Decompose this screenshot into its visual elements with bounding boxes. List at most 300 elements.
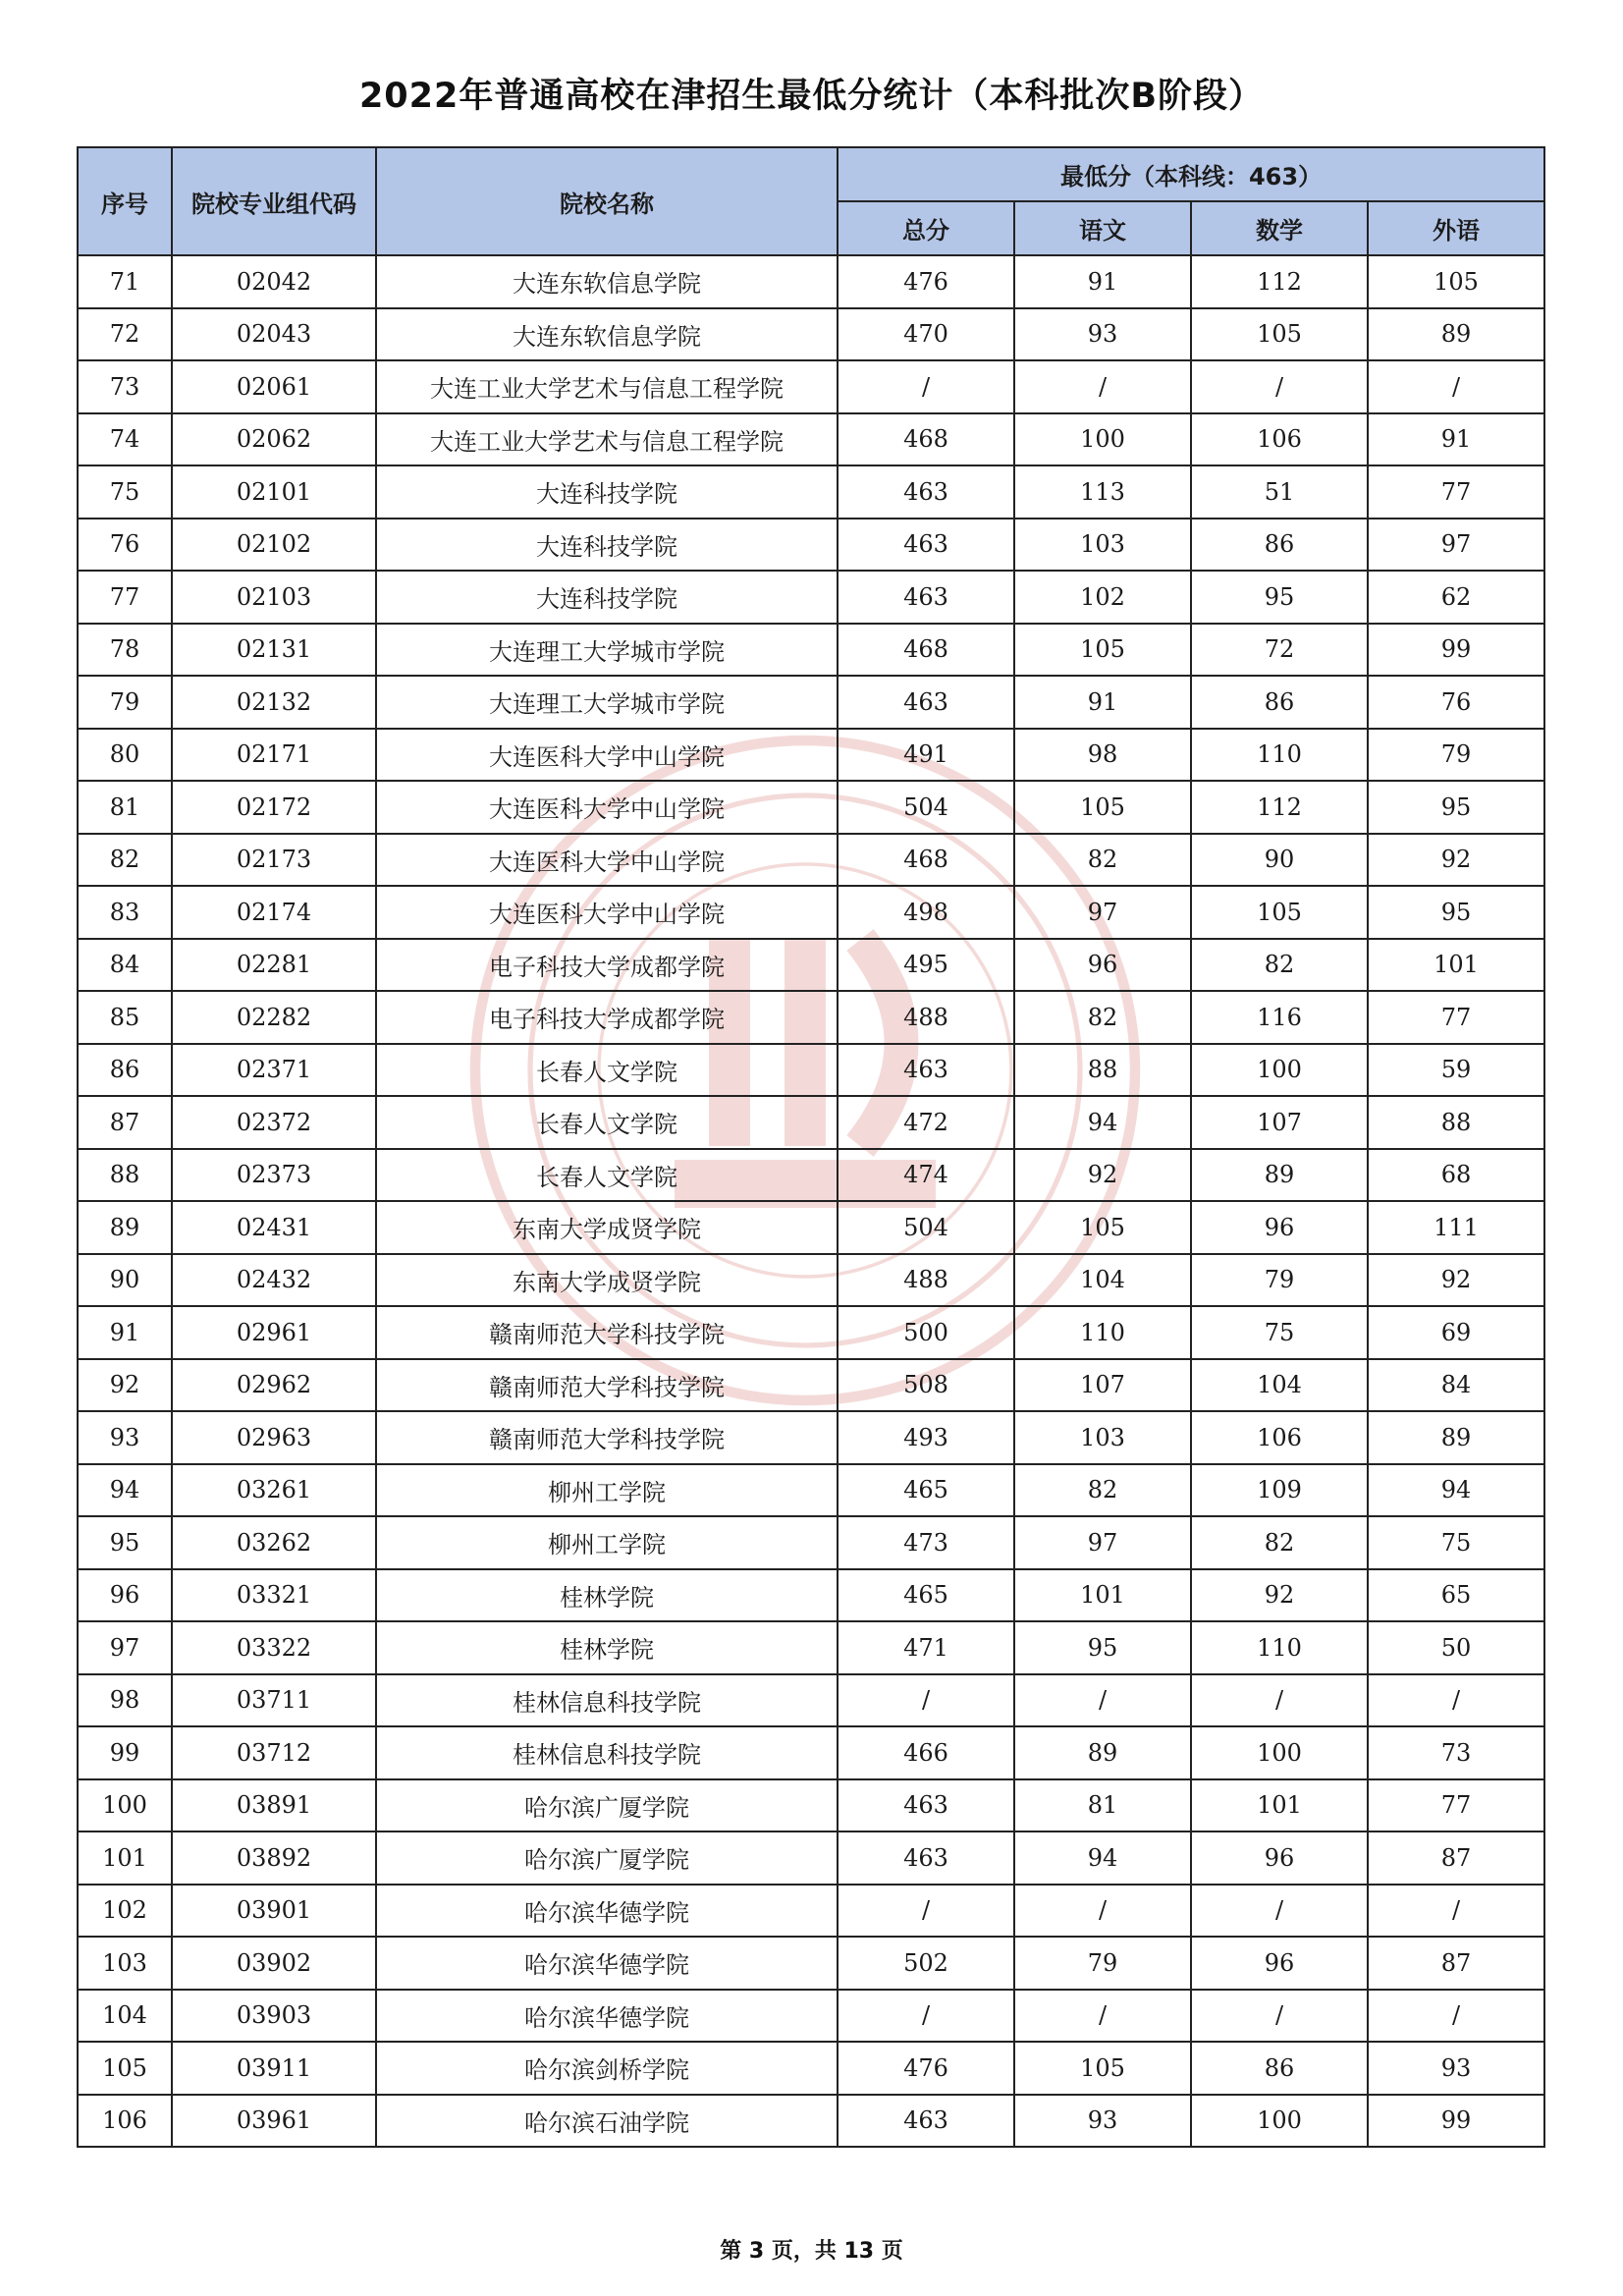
cell-code: 02372 bbox=[172, 1096, 376, 1149]
cell-total: 465 bbox=[838, 1569, 1014, 1622]
table-row bbox=[78, 571, 1544, 624]
table-row bbox=[78, 1726, 1544, 1779]
cell-school-name: 电子科技大学成都学院 bbox=[376, 939, 838, 992]
cell-school-name: 桂林学院 bbox=[376, 1621, 838, 1674]
cell-school-name: 长春人文学院 bbox=[376, 1149, 838, 1202]
cell-total: / bbox=[838, 1885, 1014, 1938]
cell-foreign: / bbox=[1368, 360, 1544, 413]
cell-code: 02962 bbox=[172, 1359, 376, 1412]
cell-seq: 75 bbox=[78, 465, 172, 519]
cell-seq: 89 bbox=[78, 1201, 172, 1254]
cell-total: 465 bbox=[838, 1464, 1014, 1517]
cell-foreign: 69 bbox=[1368, 1306, 1544, 1359]
cell-foreign: 87 bbox=[1368, 1937, 1544, 1990]
cell-seq: 86 bbox=[78, 1044, 172, 1097]
cell-school-name: 大连理工大学城市学院 bbox=[376, 624, 838, 677]
cell-school-name: 柳州工学院 bbox=[376, 1516, 838, 1569]
header-foreign: 外语 bbox=[1368, 201, 1544, 255]
cell-chinese: 105 bbox=[1014, 781, 1191, 834]
cell-school-name: 大连科技学院 bbox=[376, 519, 838, 572]
table-row bbox=[78, 1885, 1544, 1938]
cell-total: 463 bbox=[838, 519, 1014, 572]
cell-foreign: 77 bbox=[1368, 1779, 1544, 1832]
table-row bbox=[78, 1990, 1544, 2043]
cell-chinese: 79 bbox=[1014, 1937, 1191, 1990]
cell-total: 468 bbox=[838, 413, 1014, 466]
cell-school-name: 哈尔滨广厦学院 bbox=[376, 1779, 838, 1832]
cell-school-name: 大连东软信息学院 bbox=[376, 255, 838, 308]
cell-foreign: 73 bbox=[1368, 1726, 1544, 1779]
cell-code: 02061 bbox=[172, 360, 376, 413]
cell-seq: 79 bbox=[78, 676, 172, 729]
cell-math: 105 bbox=[1191, 308, 1368, 361]
cell-code: 02281 bbox=[172, 939, 376, 992]
cell-foreign: 92 bbox=[1368, 834, 1544, 887]
cell-total: / bbox=[838, 360, 1014, 413]
cell-school-name: 桂林信息科技学院 bbox=[376, 1674, 838, 1727]
table-row bbox=[78, 781, 1544, 834]
cell-seq: 91 bbox=[78, 1306, 172, 1359]
cell-foreign: 97 bbox=[1368, 519, 1544, 572]
cell-chinese: / bbox=[1014, 360, 1191, 413]
cell-chinese: 92 bbox=[1014, 1149, 1191, 1202]
cell-math: 86 bbox=[1191, 2042, 1368, 2095]
cell-foreign: 59 bbox=[1368, 1044, 1544, 1097]
cell-total: 463 bbox=[838, 2095, 1014, 2148]
cell-chinese: / bbox=[1014, 1885, 1191, 1938]
cell-math: 82 bbox=[1191, 939, 1368, 992]
cell-code: 02172 bbox=[172, 781, 376, 834]
cell-foreign: 94 bbox=[1368, 1464, 1544, 1517]
cell-school-name: 大连医科大学中山学院 bbox=[376, 729, 838, 782]
cell-school-name: 哈尔滨华德学院 bbox=[376, 1990, 838, 2043]
cell-seq: 106 bbox=[78, 2095, 172, 2148]
cell-code: 02282 bbox=[172, 991, 376, 1044]
cell-math: 82 bbox=[1191, 1516, 1368, 1569]
cell-chinese: 95 bbox=[1014, 1621, 1191, 1674]
cell-seq: 105 bbox=[78, 2042, 172, 2095]
cell-math: 106 bbox=[1191, 413, 1368, 466]
table-row bbox=[78, 1149, 1544, 1202]
cell-foreign: 95 bbox=[1368, 781, 1544, 834]
cell-seq: 84 bbox=[78, 939, 172, 992]
cell-seq: 82 bbox=[78, 834, 172, 887]
cell-school-name: 东南大学成贤学院 bbox=[376, 1201, 838, 1254]
cell-school-name: 大连理工大学城市学院 bbox=[376, 676, 838, 729]
cell-code: 03321 bbox=[172, 1569, 376, 1622]
cell-total: 476 bbox=[838, 255, 1014, 308]
cell-total: 463 bbox=[838, 1779, 1014, 1832]
cell-seq: 100 bbox=[78, 1779, 172, 1832]
cell-school-name: 大连医科大学中山学院 bbox=[376, 781, 838, 834]
cell-code: 02103 bbox=[172, 571, 376, 624]
cell-seq: 88 bbox=[78, 1149, 172, 1202]
cell-foreign: 62 bbox=[1368, 571, 1544, 624]
table-row bbox=[78, 2095, 1544, 2148]
cell-total: 466 bbox=[838, 1726, 1014, 1779]
cell-seq: 92 bbox=[78, 1359, 172, 1412]
cell-math: 96 bbox=[1191, 1831, 1368, 1885]
table-row bbox=[78, 1779, 1544, 1832]
cell-total: 495 bbox=[838, 939, 1014, 992]
cell-total: 463 bbox=[838, 676, 1014, 729]
cell-total: / bbox=[838, 1674, 1014, 1727]
cell-code: 02174 bbox=[172, 886, 376, 939]
cell-seq: 90 bbox=[78, 1254, 172, 1307]
cell-code: 02371 bbox=[172, 1044, 376, 1097]
cell-code: 02963 bbox=[172, 1411, 376, 1464]
cell-code: 03892 bbox=[172, 1831, 376, 1885]
cell-code: 02131 bbox=[172, 624, 376, 677]
cell-seq: 76 bbox=[78, 519, 172, 572]
cell-foreign: 93 bbox=[1368, 2042, 1544, 2095]
cell-total: 500 bbox=[838, 1306, 1014, 1359]
cell-seq: 94 bbox=[78, 1464, 172, 1517]
header-name: 院校名称 bbox=[376, 147, 838, 255]
cell-school-name: 哈尔滨剑桥学院 bbox=[376, 2042, 838, 2095]
cell-math: 106 bbox=[1191, 1411, 1368, 1464]
cell-foreign: 68 bbox=[1368, 1149, 1544, 1202]
cell-seq: 83 bbox=[78, 886, 172, 939]
cell-math: 96 bbox=[1191, 1201, 1368, 1254]
cell-seq: 95 bbox=[78, 1516, 172, 1569]
cell-code: 03712 bbox=[172, 1726, 376, 1779]
cell-foreign: 77 bbox=[1368, 991, 1544, 1044]
header-seq: 序号 bbox=[78, 147, 172, 255]
cell-chinese: 82 bbox=[1014, 1464, 1191, 1517]
cell-chinese: 102 bbox=[1014, 571, 1191, 624]
cell-school-name: 长春人文学院 bbox=[376, 1096, 838, 1149]
cell-chinese: / bbox=[1014, 1674, 1191, 1727]
cell-total: 504 bbox=[838, 1201, 1014, 1254]
cell-code: 02132 bbox=[172, 676, 376, 729]
cell-foreign: 87 bbox=[1368, 1831, 1544, 1885]
cell-math: 100 bbox=[1191, 2095, 1368, 2148]
cell-seq: 96 bbox=[78, 1569, 172, 1622]
cell-code: 03961 bbox=[172, 2095, 376, 2148]
cell-chinese: 105 bbox=[1014, 624, 1191, 677]
cell-total: 463 bbox=[838, 571, 1014, 624]
table-row bbox=[78, 1621, 1544, 1674]
cell-chinese: 107 bbox=[1014, 1359, 1191, 1412]
cell-chinese: 82 bbox=[1014, 834, 1191, 887]
cell-seq: 74 bbox=[78, 413, 172, 466]
cell-chinese: 96 bbox=[1014, 939, 1191, 992]
cell-foreign: 50 bbox=[1368, 1621, 1544, 1674]
table-row bbox=[78, 1937, 1544, 1990]
cell-foreign: 79 bbox=[1368, 729, 1544, 782]
cell-code: 03711 bbox=[172, 1674, 376, 1727]
cell-foreign: 101 bbox=[1368, 939, 1544, 992]
cell-code: 02101 bbox=[172, 465, 376, 519]
cell-school-name: 大连工业大学艺术与信息工程学院 bbox=[376, 413, 838, 466]
cell-total: 498 bbox=[838, 886, 1014, 939]
table-row bbox=[78, 1831, 1544, 1885]
cell-math: 110 bbox=[1191, 1621, 1368, 1674]
cell-math: / bbox=[1191, 360, 1368, 413]
cell-math: 101 bbox=[1191, 1779, 1368, 1832]
cell-school-name: 大连工业大学艺术与信息工程学院 bbox=[376, 360, 838, 413]
cell-math: 100 bbox=[1191, 1044, 1368, 1097]
cell-code: 03261 bbox=[172, 1464, 376, 1517]
cell-math: 95 bbox=[1191, 571, 1368, 624]
cell-math: 75 bbox=[1191, 1306, 1368, 1359]
cell-school-name: 柳州工学院 bbox=[376, 1464, 838, 1517]
cell-foreign: 95 bbox=[1368, 886, 1544, 939]
cell-total: 491 bbox=[838, 729, 1014, 782]
table-row bbox=[78, 1254, 1544, 1307]
cell-math: 112 bbox=[1191, 781, 1368, 834]
cell-total: / bbox=[838, 1990, 1014, 2043]
cell-school-name: 赣南师范大学科技学院 bbox=[376, 1306, 838, 1359]
cell-code: 02961 bbox=[172, 1306, 376, 1359]
cell-total: 472 bbox=[838, 1096, 1014, 1149]
page-footer: 第 3 页，共 13 页 bbox=[720, 2239, 903, 2264]
cell-code: 02042 bbox=[172, 255, 376, 308]
cell-code: 02062 bbox=[172, 413, 376, 466]
cell-math: 86 bbox=[1191, 676, 1368, 729]
cell-total: 470 bbox=[838, 308, 1014, 361]
cell-seq: 81 bbox=[78, 781, 172, 834]
cell-school-name: 桂林信息科技学院 bbox=[376, 1726, 838, 1779]
cell-chinese: 94 bbox=[1014, 1831, 1191, 1885]
cell-math: 51 bbox=[1191, 465, 1368, 519]
table-row bbox=[78, 1411, 1544, 1464]
cell-total: 463 bbox=[838, 1831, 1014, 1885]
table-row bbox=[78, 360, 1544, 413]
cell-math: 89 bbox=[1191, 1149, 1368, 1202]
cell-math: 96 bbox=[1191, 1937, 1368, 1990]
cell-seq: 87 bbox=[78, 1096, 172, 1149]
table-row bbox=[78, 834, 1544, 887]
cell-total: 488 bbox=[838, 991, 1014, 1044]
cell-seq: 97 bbox=[78, 1621, 172, 1674]
cell-chinese: 89 bbox=[1014, 1726, 1191, 1779]
table-row bbox=[78, 308, 1544, 361]
cell-foreign: / bbox=[1368, 1674, 1544, 1727]
table-row bbox=[78, 729, 1544, 782]
cell-school-name: 大连东软信息学院 bbox=[376, 308, 838, 361]
cell-math: 72 bbox=[1191, 624, 1368, 677]
cell-school-name: 桂林学院 bbox=[376, 1569, 838, 1622]
cell-total: 502 bbox=[838, 1937, 1014, 1990]
header-total: 总分 bbox=[838, 201, 1014, 255]
cell-foreign: 105 bbox=[1368, 255, 1544, 308]
table-row bbox=[78, 1044, 1544, 1097]
cell-total: 474 bbox=[838, 1149, 1014, 1202]
cell-chinese: 101 bbox=[1014, 1569, 1191, 1622]
cell-chinese: 113 bbox=[1014, 465, 1191, 519]
cell-foreign: 91 bbox=[1368, 413, 1544, 466]
cell-code: 02432 bbox=[172, 1254, 376, 1307]
cell-code: 03322 bbox=[172, 1621, 376, 1674]
cell-school-name: 东南大学成贤学院 bbox=[376, 1254, 838, 1307]
header-math: 数学 bbox=[1191, 201, 1368, 255]
cell-total: 476 bbox=[838, 2042, 1014, 2095]
table-row bbox=[78, 1464, 1544, 1517]
table-row bbox=[78, 939, 1544, 992]
cell-chinese: 88 bbox=[1014, 1044, 1191, 1097]
table-row bbox=[78, 1674, 1544, 1727]
cell-foreign: / bbox=[1368, 1990, 1544, 2043]
cell-seq: 98 bbox=[78, 1674, 172, 1727]
cell-total: 473 bbox=[838, 1516, 1014, 1569]
table-row bbox=[78, 413, 1544, 466]
cell-code: 03901 bbox=[172, 1885, 376, 1938]
cell-math: 110 bbox=[1191, 729, 1368, 782]
cell-chinese: 82 bbox=[1014, 991, 1191, 1044]
cell-math: 90 bbox=[1191, 834, 1368, 887]
cell-school-name: 赣南师范大学科技学院 bbox=[376, 1359, 838, 1412]
cell-code: 02102 bbox=[172, 519, 376, 572]
cell-seq: 78 bbox=[78, 624, 172, 677]
cell-code: 03911 bbox=[172, 2042, 376, 2095]
table-row bbox=[78, 624, 1544, 677]
table-row bbox=[78, 1359, 1544, 1412]
cell-seq: 73 bbox=[78, 360, 172, 413]
table-row bbox=[78, 1201, 1544, 1254]
cell-seq: 71 bbox=[78, 255, 172, 308]
cell-seq: 80 bbox=[78, 729, 172, 782]
cell-foreign: 65 bbox=[1368, 1569, 1544, 1622]
cell-chinese: 104 bbox=[1014, 1254, 1191, 1307]
cell-total: 468 bbox=[838, 624, 1014, 677]
cell-foreign: 84 bbox=[1368, 1359, 1544, 1412]
cell-seq: 104 bbox=[78, 1990, 172, 2043]
cell-math: 105 bbox=[1191, 886, 1368, 939]
cell-chinese: 105 bbox=[1014, 2042, 1191, 2095]
cell-code: 02431 bbox=[172, 1201, 376, 1254]
table-row bbox=[78, 1306, 1544, 1359]
cell-school-name: 电子科技大学成都学院 bbox=[376, 991, 838, 1044]
cell-seq: 99 bbox=[78, 1726, 172, 1779]
cell-seq: 93 bbox=[78, 1411, 172, 1464]
cell-foreign: 99 bbox=[1368, 2095, 1544, 2148]
score-table bbox=[77, 146, 1545, 2148]
cell-school-name: 大连医科大学中山学院 bbox=[376, 886, 838, 939]
cell-math: 112 bbox=[1191, 255, 1368, 308]
cell-code: 03902 bbox=[172, 1937, 376, 1990]
cell-code: 02043 bbox=[172, 308, 376, 361]
cell-foreign: 99 bbox=[1368, 624, 1544, 677]
cell-chinese: 105 bbox=[1014, 1201, 1191, 1254]
cell-foreign: 89 bbox=[1368, 308, 1544, 361]
cell-chinese: 93 bbox=[1014, 308, 1191, 361]
table-row bbox=[78, 465, 1544, 519]
cell-school-name: 哈尔滨华德学院 bbox=[376, 1885, 838, 1938]
cell-foreign: 89 bbox=[1368, 1411, 1544, 1464]
cell-foreign: / bbox=[1368, 1885, 1544, 1938]
cell-seq: 101 bbox=[78, 1831, 172, 1885]
cell-school-name: 赣南师范大学科技学院 bbox=[376, 1411, 838, 1464]
cell-code: 02373 bbox=[172, 1149, 376, 1202]
cell-foreign: 111 bbox=[1368, 1201, 1544, 1254]
cell-code: 03891 bbox=[172, 1779, 376, 1832]
cell-school-name: 哈尔滨华德学院 bbox=[376, 1937, 838, 1990]
cell-math: 116 bbox=[1191, 991, 1368, 1044]
cell-math: / bbox=[1191, 1990, 1368, 2043]
cell-foreign: 76 bbox=[1368, 676, 1544, 729]
cell-chinese: 100 bbox=[1014, 413, 1191, 466]
cell-total: 463 bbox=[838, 1044, 1014, 1097]
cell-seq: 77 bbox=[78, 571, 172, 624]
cell-school-name: 长春人文学院 bbox=[376, 1044, 838, 1097]
cell-chinese: / bbox=[1014, 1990, 1191, 2043]
cell-school-name: 哈尔滨石油学院 bbox=[376, 2095, 838, 2148]
cell-chinese: 91 bbox=[1014, 676, 1191, 729]
cell-chinese: 103 bbox=[1014, 519, 1191, 572]
table-row bbox=[78, 519, 1544, 572]
header-chinese: 语文 bbox=[1014, 201, 1191, 255]
cell-math: 100 bbox=[1191, 1726, 1368, 1779]
header-code: 院校专业组代码 bbox=[172, 147, 376, 255]
cell-math: 79 bbox=[1191, 1254, 1368, 1307]
cell-math: / bbox=[1191, 1885, 1368, 1938]
cell-total: 508 bbox=[838, 1359, 1014, 1412]
cell-seq: 72 bbox=[78, 308, 172, 361]
cell-math: 86 bbox=[1191, 519, 1368, 572]
cell-seq: 102 bbox=[78, 1885, 172, 1938]
cell-school-name: 大连医科大学中山学院 bbox=[376, 834, 838, 887]
cell-total: 463 bbox=[838, 465, 1014, 519]
cell-school-name: 大连科技学院 bbox=[376, 465, 838, 519]
header-min-score-group: 最低分（本科线：463） bbox=[838, 147, 1544, 201]
cell-chinese: 97 bbox=[1014, 886, 1191, 939]
cell-chinese: 94 bbox=[1014, 1096, 1191, 1149]
table-row bbox=[78, 2042, 1544, 2095]
table-body bbox=[78, 255, 1544, 2147]
cell-total: 468 bbox=[838, 834, 1014, 887]
cell-total: 471 bbox=[838, 1621, 1014, 1674]
cell-chinese: 103 bbox=[1014, 1411, 1191, 1464]
cell-school-name: 大连科技学院 bbox=[376, 571, 838, 624]
table-row bbox=[78, 1569, 1544, 1622]
table-header bbox=[78, 147, 1544, 255]
cell-total: 488 bbox=[838, 1254, 1014, 1307]
cell-chinese: 93 bbox=[1014, 2095, 1191, 2148]
cell-chinese: 110 bbox=[1014, 1306, 1191, 1359]
cell-foreign: 77 bbox=[1368, 465, 1544, 519]
cell-seq: 103 bbox=[78, 1937, 172, 1990]
table-row bbox=[78, 255, 1544, 308]
cell-foreign: 75 bbox=[1368, 1516, 1544, 1569]
table-row bbox=[78, 676, 1544, 729]
cell-math: 104 bbox=[1191, 1359, 1368, 1412]
page-title: 2022年普通高校在津招生最低分统计（本科批次B阶段） bbox=[358, 77, 1265, 116]
cell-math: 109 bbox=[1191, 1464, 1368, 1517]
cell-chinese: 91 bbox=[1014, 255, 1191, 308]
cell-code: 02173 bbox=[172, 834, 376, 887]
cell-foreign: 88 bbox=[1368, 1096, 1544, 1149]
cell-code: 02171 bbox=[172, 729, 376, 782]
table-row bbox=[78, 991, 1544, 1044]
cell-total: 504 bbox=[838, 781, 1014, 834]
cell-seq: 85 bbox=[78, 991, 172, 1044]
cell-math: / bbox=[1191, 1674, 1368, 1727]
cell-code: 03903 bbox=[172, 1990, 376, 2043]
cell-math: 92 bbox=[1191, 1569, 1368, 1622]
table-row bbox=[78, 1096, 1544, 1149]
cell-chinese: 97 bbox=[1014, 1516, 1191, 1569]
table-row bbox=[78, 886, 1544, 939]
cell-chinese: 98 bbox=[1014, 729, 1191, 782]
cell-foreign: 92 bbox=[1368, 1254, 1544, 1307]
cell-math: 107 bbox=[1191, 1096, 1368, 1149]
cell-code: 03262 bbox=[172, 1516, 376, 1569]
table-row bbox=[78, 1516, 1544, 1569]
cell-chinese: 81 bbox=[1014, 1779, 1191, 1832]
cell-school-name: 哈尔滨广厦学院 bbox=[376, 1831, 838, 1885]
